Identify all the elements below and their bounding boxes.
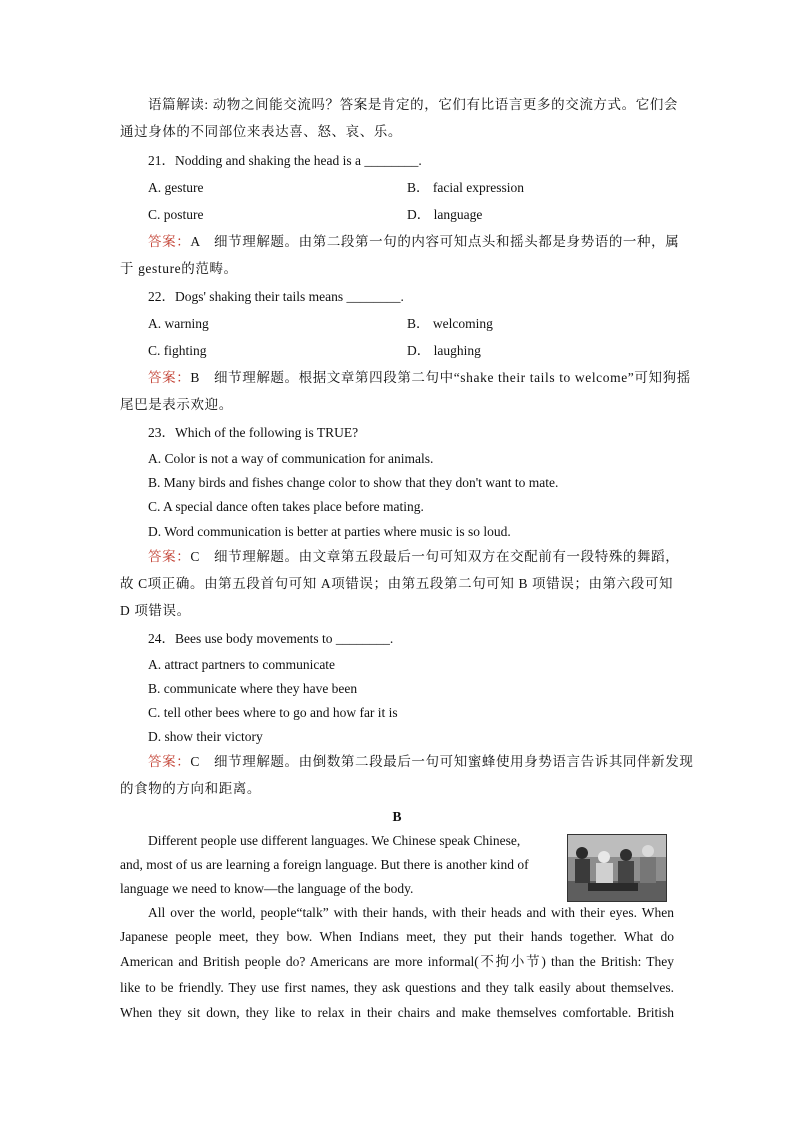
question-24-stem: 24．Bees use body movements to ________. [148,631,394,646]
answer-label: 答案： [148,754,191,769]
answer-24-line-1 [148,753,694,771]
answer-text: A 细节理解题。由第二段第一句的内容可知点头和摇头都是身势语的一种，属 [190,234,680,249]
question-21-stem: 21．Nodding and shaking the head is a ________. [148,153,422,168]
question-23-stem: 23．Which of the following is TRUE? [148,425,359,440]
answer-text: C 细节理解题。由倒数第二段最后一句可知蜜蜂使用身势语言告诉其同伴新发现 [190,754,694,769]
option-a: A. gesture [148,180,204,195]
intro-line-1: 语篇解读: 动物之间能交流吗？答案是肯定的，它们有比语言更多的交流方式。它们会 [148,97,679,112]
option-d: D. show their victory [148,729,263,744]
answer-label: 答案： [148,234,191,249]
option-a: A. attract partners to communicate [148,657,336,672]
answer-text: C 细节理解题。由文章第五段最后一句可知双方在交配前有一段特殊的舞蹈， [190,549,680,564]
answer-23-line-1 [148,548,680,566]
question-21-options-row2 [148,206,674,224]
option-b: B. communicate where they have been [148,681,358,696]
passage-b-p2-line-2: Japanese people meet, they bow. When Indians meet, they put their hands together. What do [120,929,674,944]
passage-b-p2-line-1: All over the world, people“talk” with their hands, with their heads and with their eyes. When [148,905,674,920]
answer-21-line-1 [148,233,680,251]
option-d: D. Word communication is better at parties where music is so loud. [148,524,511,539]
answer-24-line-2: 的食物的方向和距离。 [120,781,261,796]
question-22-stem: 22．Dogs' shaking their tails means ________. [148,289,404,304]
answer-21-line-2: 于 gesture的范畴。 [120,261,238,276]
option-b: B. Many birds and fishes change color to show that they don't want to mate. [148,475,559,490]
passage-b-p2-line-5: When they sit down, they like to relax in their chairs and make themselves comfortable. British [120,1005,674,1020]
people-photo-illustration [568,835,666,901]
passage-b-p2-line-4: like to be friendly. They use first names, they ask questions and they talk easily about themselves. [120,980,674,995]
option-d: D． language [407,207,483,222]
answer-23-line-2: 故 C项正确。由第五段首句可知 A项错误；由第五段第二句可知 B 项错误；由第六段可知 [120,576,674,591]
option-c: C. tell other bees where to go and how far it is [148,705,398,720]
option-c: C. fighting [148,343,207,358]
question-22-options-row1 [148,315,674,333]
passage-b-p2-line-3: American and British people do? Americans are more informal(不拘小节) than the British: They [120,954,674,969]
question-22-options-row2 [148,342,674,360]
option-d: D． laughing [407,343,481,358]
question-21-options-row1 [148,179,674,197]
answer-23-line-3: D 项错误。 [120,603,191,618]
option-c: C. posture [148,207,204,222]
passage-b-p1-line-3: language we need to know—the language of the body. [120,881,414,896]
answer-22-line-2: 尾巴是表示欢迎。 [120,397,233,412]
option-a: A. Color is not a way of communication for animals. [148,451,434,466]
intro-line-2: 通过身体的不同部位来表达喜、怒、哀、乐。 [120,124,402,139]
passage-b-p1-line-1: Different people use different languages. We Chinese speak Chinese, [148,833,521,848]
answer-22-line-1 [148,369,691,387]
passage-b-p1-line-2: and, most of us are learning a foreign language. But there is another kind of [120,857,529,872]
answer-label: 答案： [148,549,191,564]
option-a: A. warning [148,316,209,331]
option-c: C. A special dance often takes place before mating. [148,499,424,514]
answer-text: B 细节理解题。根据文章第四段第二句中“shake their tails to welcome”可知狗摇 [190,370,691,385]
section-b-title: B [392,809,402,824]
people-photo [567,834,667,902]
option-b: B． welcoming [407,316,493,331]
option-b: B． facial expression [407,180,524,195]
answer-label: 答案： [148,370,191,385]
